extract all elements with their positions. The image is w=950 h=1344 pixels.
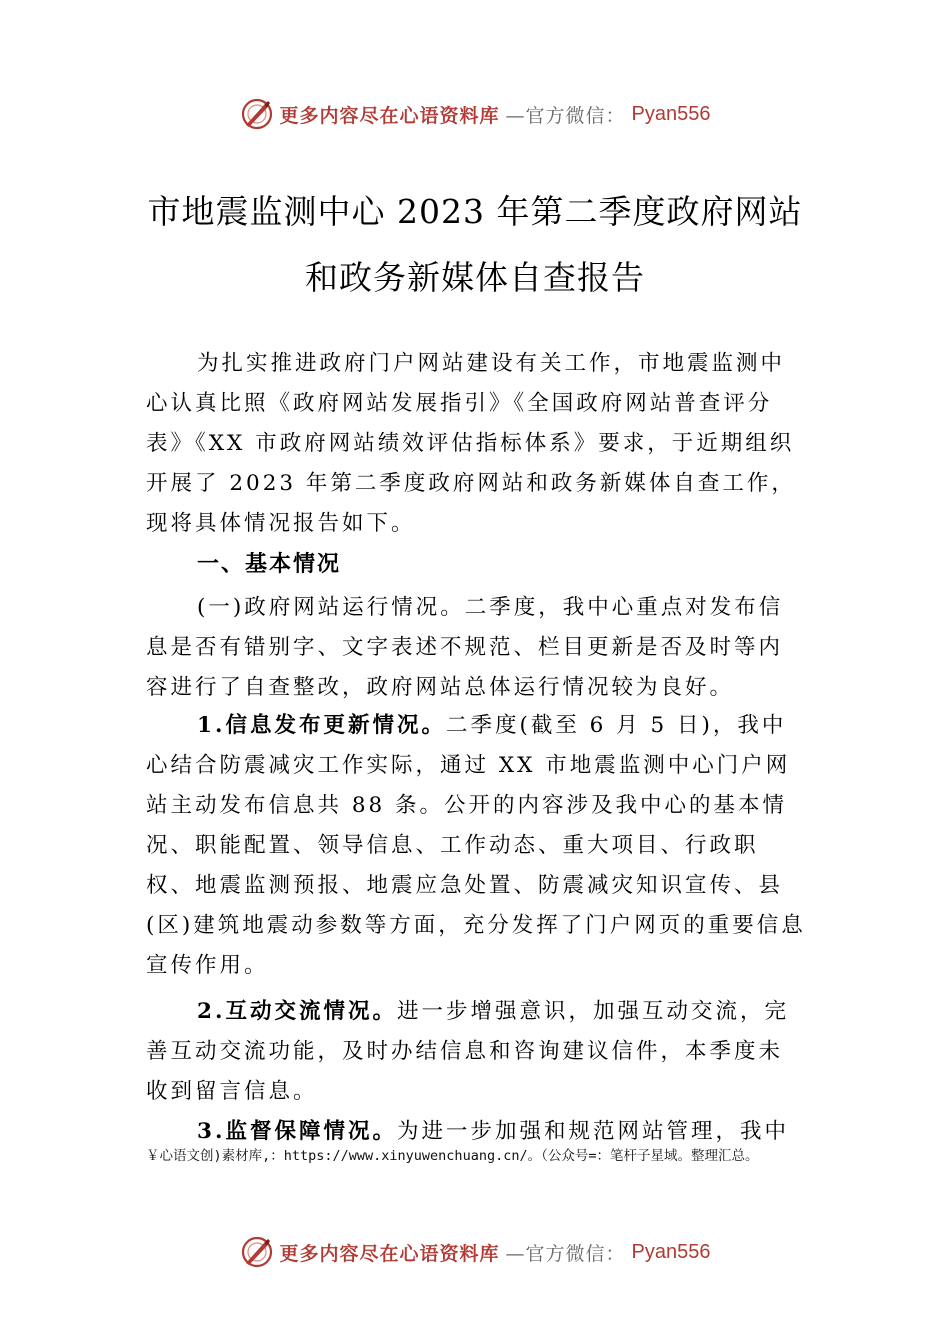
header-banner — [0, 94, 950, 134]
banner-contact: Pyan556 — [631, 102, 711, 125]
item1-title: 1.信息发布更新情况。 — [197, 713, 446, 738]
pen-logo-icon — [240, 97, 274, 131]
item1-body: 二季度(截至 6 月 5 日)，我中心结合防震减灾工作实际，通过 XX 市地震监测中心门户网站主动发布信息共 88 条。公开的内容涉及我中心的基本情况、职能配置、领导信息、工作动态、重大项目、行政职权、地震监测预报、地震应急处置、防震减灾知识宣传、县(区)建筑地震动参数等方面，充分发挥了门户网页的重要信息宣传作用。 — [146, 713, 806, 978]
banner-separator: —官方微信： — [505, 104, 626, 127]
footer-banner-text: 更多内容尽在心语资料库 — [279, 1242, 500, 1265]
item3-title: 3.监督保障情况。 — [197, 1119, 397, 1144]
document-title-line1: 市地震监测中心 2023 年第二季度政府网站 — [147, 192, 803, 231]
footer-banner-contact: Pyan556 — [631, 1240, 711, 1263]
document-title-line2: 和政务新媒体自查报告 — [305, 258, 645, 297]
item2-paragraph — [146, 992, 806, 1112]
pen-logo-icon — [240, 1235, 274, 1269]
footer-banner-separator: —官方微信： — [505, 1242, 626, 1265]
banner-text: 更多内容尽在心语资料库 — [279, 104, 500, 127]
subsection-paragraph: (一)政府网站运行情况。二季度，我中心重点对发布信息是否有错别字、文字表述不规范、栏目更新是否及时等内容进行了自查整改，政府网站总体运行情况较为良好。 — [146, 595, 784, 700]
footer-banner — [0, 1232, 950, 1272]
item1-paragraph — [146, 706, 806, 986]
item3-body: 为进一步加强和规范网站管理，我中 — [396, 1119, 789, 1144]
item2-title: 2.互动交流情况。 — [197, 999, 397, 1024]
item2-body: 进一步增强意识，加强互动交流，完善互动交流功能，及时办结信息和咨询建议信件，本季度未收到留言信息。 — [146, 999, 789, 1104]
intro-paragraph: 为扎实推进政府门户网站建设有关工作，市地震监测中心认真比照《政府网站发展指引》《全国政府网站普查评分表》《XX 市政府网站绩效评估指标体系》要求，于近期组织开展了 2023 年第二季度政府网站和政务新媒体自查工作，现将具体情况报告如下。 — [146, 351, 796, 536]
section-heading: 一、基本情况 — [197, 551, 342, 577]
footnote: ￥心语文创)素材库,：https://www.xinyuwenchuang.cn/。（公众号=：笔杆子星域。整理汇总。 — [146, 1148, 759, 1164]
